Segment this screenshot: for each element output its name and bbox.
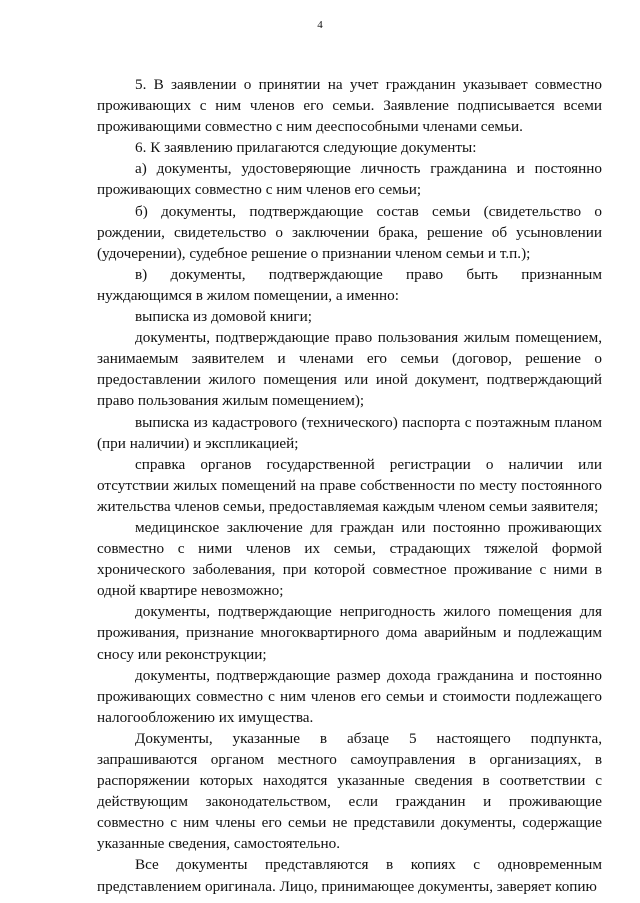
paragraph-unfitness-documents: документы, подтверждающие непригодность жилого помещения для проживания, признание многоквартирного дома аварийным и подлежащим сносу или реконструкции; [97,603,602,663]
paragraph-item-6: 6. К заявлению прилагаются следующие документы: [135,139,477,157]
paragraph-registration-certificate: справка органов государственной регистрации о наличии или отсутствии жилых помещений на праве собственности по месту постоянного жительства членов семьи, предоставляемая каждым членом семьи заявителя; [97,455,602,515]
paragraph-house-register-extract: выписка из домовой книги; [135,308,313,326]
paragraph-copies-and-originals: Все документы представляются в копиях с одновременным представлением оригинала. Лицо, принимающее документы, заверяет копию [97,856,602,895]
paragraph-subitem-b: б) документы, подтверждающие состав семьи (свидетельство о рождении, свидетельство о заключении брака, решение об усыновлении (удочерении), судебное решение о признании членом семьи и т.п.); [97,202,602,262]
paragraph-subitem-a: а) документы, удостоверяющие личность гражданина и постоянно проживающих совместно с ним членов его семьи; [97,160,602,199]
paragraph-item-5: 5. В заявлении о принятии на учет гражданин указывает совместно проживающих с ним членов его семьи. Заявление подписывается всеми проживающими совместно с ним дееспособными членами семьи. [97,76,602,136]
paragraph-medical-certificate: медицинское заключение для граждан или постоянно проживающих совместно с ними членов их семьи, страдающих тяжелой формой хронического заболевания, при которой совместное проживание с ними в одной квартире невозможно; [97,518,602,600]
paragraph-documents-request: Документы, указанные в абзаце 5 настоящего подпункта, запрашиваются органом местного самоуправления в организациях, в распоряжении которых находятся указанные сведения в соответствии с действующим законодательством, если гражданин и проживающие совместно с ним члены его семьи не представили документы, содержащие указанные сведения, самостоятельно. [97,729,602,853]
page-number: 4 [317,19,323,31]
paragraph-subitem-v: в) документы, подтверждающие право быть признанным нуждающимся в жилом помещении, а именно: [97,265,602,304]
document-body [97,74,602,897]
paragraph-right-of-use-documents: документы, подтверждающие право пользования жилым помещением, занимаемым заявителем и членами его семьи (договор, решение о предоставлении жилого помещения или иной документ, подтверждающий право пользования жилым помещением); [97,329,602,410]
paragraph-cadastral-passport-extract: выписка из кадастрового (технического) паспорта с поэтажным планом (при наличии) и экспликацией; [97,413,602,452]
paragraph-income-documents: документы, подтверждающие размер дохода гражданина и постоянно проживающих совместно с ним членов его семьи и стоимости подлежащего налогообложению их имущества. [97,666,602,726]
